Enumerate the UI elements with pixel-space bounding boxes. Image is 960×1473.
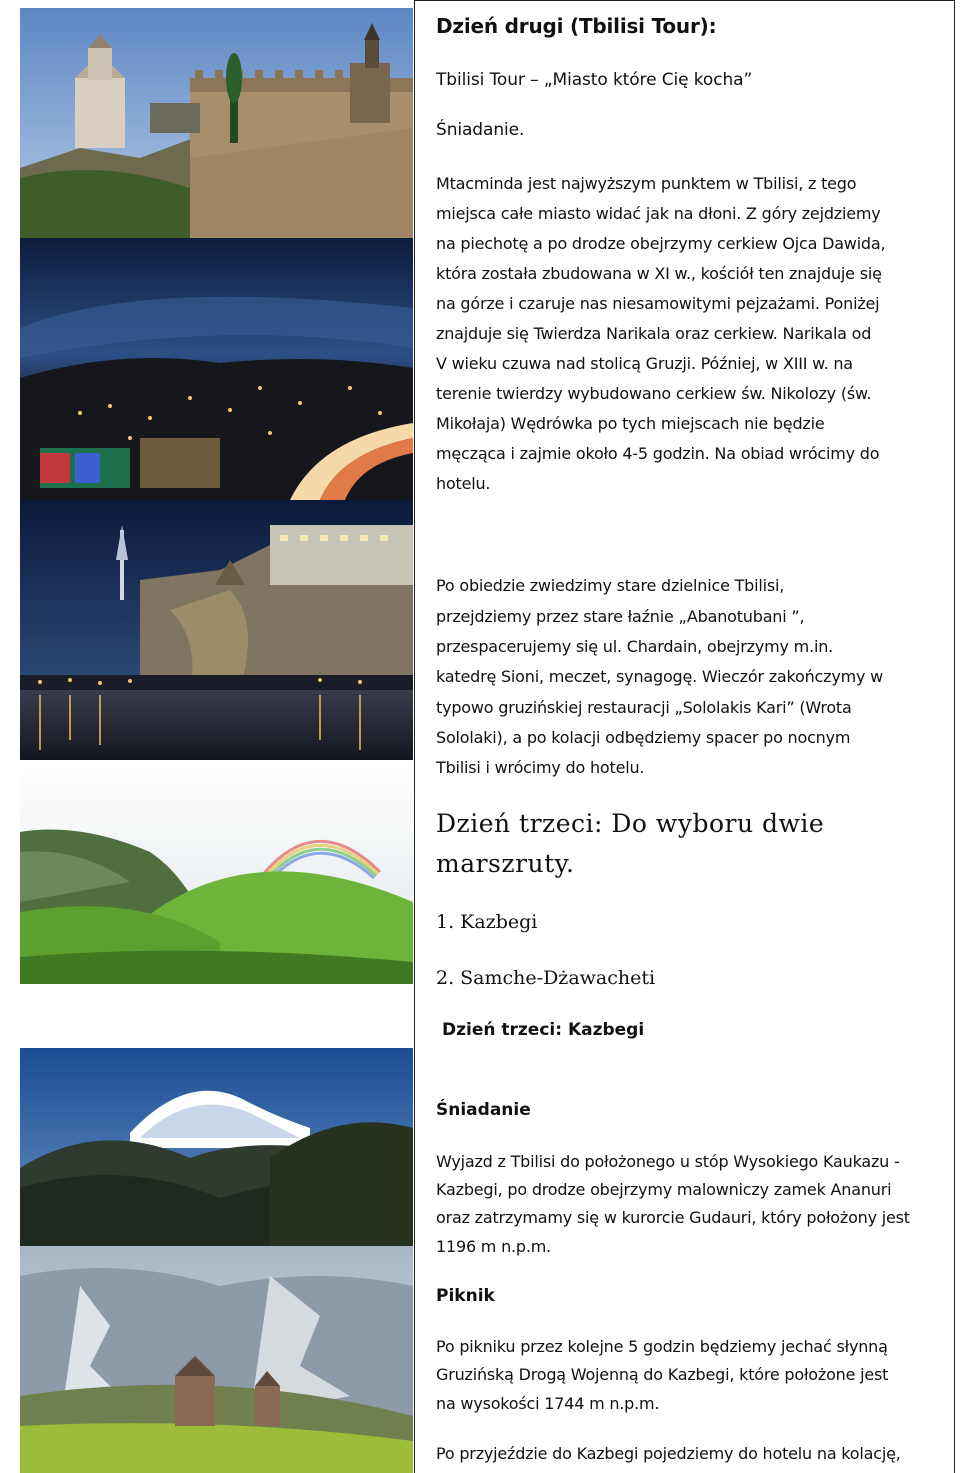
day2-paragraph2-line4: katedrę Sioni, meczet, synagogę. Wieczór zakończymy w — [436, 667, 884, 686]
day3-paragraph2-line1: Po pikniku przez kolejne 5 godzin będziemy jechać słynną — [436, 1337, 888, 1356]
day3-paragraph1-line2: Kazbegi, po drodze obejrzymy malowniczy zamek Ananuri — [436, 1180, 892, 1199]
day3-breakfast: Śniadanie — [436, 1100, 531, 1120]
day2-paragraph1-line5: na górze i czaruje nas niesamowitymi pejzażami. Poniżej — [436, 294, 880, 313]
day2-paragraph1-line8: terenie twierdzy wybudowano cerkiew św. Nikolozy (św. — [436, 384, 872, 403]
day3-paragraph3-line1: Po przyjeździe do Kazbegi pojedziemy do hotelu na kolację, — [436, 1444, 901, 1463]
rainbow-hills-photo — [20, 762, 413, 984]
day2-paragraph2-line5: typowo gruzińskiej restauracji „Sololakis Kari” (Wrota — [436, 698, 852, 717]
day3-picnic: Piknik — [436, 1286, 495, 1306]
day2-paragraph1-line10: męcząca i zajmie około 4-5 godzin. Na obiad wrócimy do — [436, 444, 880, 463]
day2-paragraph1-line9: Mikołaja) Wędrówka po tych miejscach nie będzie — [436, 414, 825, 433]
route-option-2: 2. Samche-Dżawacheti — [436, 967, 656, 989]
mount-kazbek-photo — [20, 1048, 413, 1246]
day2-paragraph2-line3: przespacerujemy się ul. Chardain, obejrzymy m.in. — [436, 637, 834, 656]
day2-paragraph1-line7: V wieku czuwa nad stolicą Gruzji. Później, w XIII w. na — [436, 354, 853, 373]
day2-subtitle: Tbilisi Tour – „Miasto które Cię kocha” — [436, 70, 753, 90]
day3-paragraph2-line2: Gruzińską Drogą Wojenną do Kazbegi, które położone jest — [436, 1365, 889, 1384]
route-option-1: 1. Kazbegi — [436, 911, 538, 933]
night-city-photo — [20, 238, 413, 500]
day2-breakfast: Śniadanie. — [436, 120, 525, 140]
day2-paragraph1-line3: na piechotę a po drodze obejrzymy cerkiew Ojca Dawida, — [436, 234, 886, 253]
day3-heading-line1: Dzień trzeci: Do wyboru dwie — [436, 809, 825, 838]
day3-heading-line2: marszruty. — [436, 849, 575, 878]
old-town-fortress-photo — [20, 8, 413, 240]
gergeti-church-photo — [20, 1246, 413, 1473]
day2-paragraph1-line1: Mtacminda jest najwyższym punktem w Tbilisi, z tego — [436, 174, 857, 193]
day3-paragraph1-line1: Wyjazd z Tbilisi do położonego u stóp Wysokiego Kaukazu - — [436, 1152, 900, 1171]
cliff-river-night-photo — [20, 500, 413, 760]
day3-kazbegi-heading: Dzień trzeci: Kazbegi — [442, 1020, 645, 1040]
day2-paragraph2-line7: Tbilisi i wrócimy do hotelu. — [436, 758, 645, 777]
day3-paragraph1-line4: 1196 m n.p.m. — [436, 1237, 552, 1256]
day3-paragraph1-line3: oraz zatrzymamy się w kurorcie Gudauri, który położony jest — [436, 1208, 910, 1227]
day2-paragraph1-line11: hotelu. — [436, 474, 491, 493]
day2-paragraph1-line6: znajduje się Twierdza Narikala oraz cerkiew. Narikala od — [436, 324, 872, 343]
day2-paragraph2-line2: przejdziemy przez stare łaźnie „Abanotubani ”, — [436, 607, 805, 626]
day2-paragraph1-line4: która została zbudowana w XI w., kościół ten znajduje się — [436, 264, 882, 283]
day2-paragraph1-line2: miejsca całe miasto widać jak na dłoni. Z góry zejdziemy — [436, 204, 881, 223]
day3-paragraph2-line3: na wysokości 1744 m n.p.m. — [436, 1394, 660, 1413]
day2-paragraph2-line6: Sololaki), a po kolacji odbędziemy spacer po nocnym — [436, 728, 851, 747]
day2-paragraph2-line1: Po obiedzie zwiedzimy stare dzielnice Tbilisi, — [436, 576, 785, 595]
day2-heading: Dzień drugi (Tbilisi Tour): — [436, 14, 717, 38]
